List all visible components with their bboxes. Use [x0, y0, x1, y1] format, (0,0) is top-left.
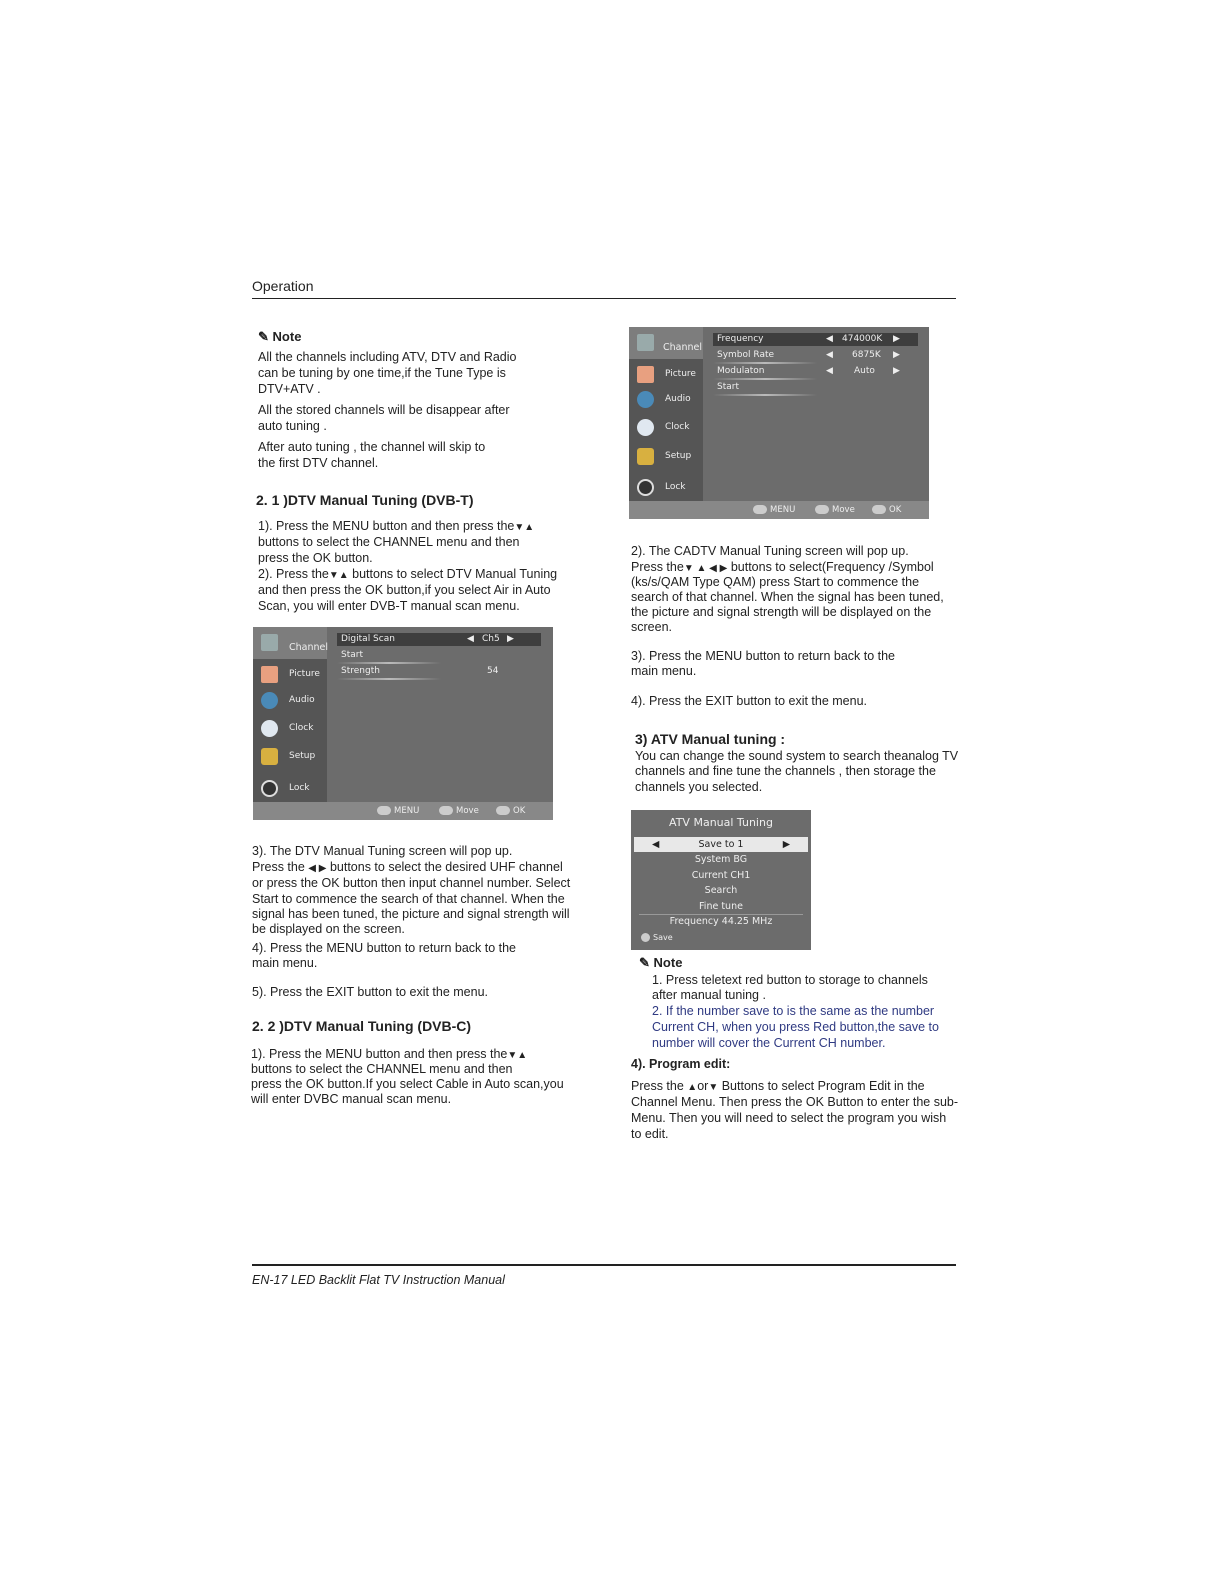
text-line: screen.: [631, 620, 672, 634]
dvbc-menu-screen: [629, 327, 929, 519]
right-arrow-icon: ▶: [782, 839, 790, 850]
section-title-atv: 3) ATV Manual tuning :: [635, 731, 786, 747]
note-line: All the stored channels will be disappear after: [258, 403, 510, 417]
right-arrow-icon: ▶: [893, 350, 900, 360]
pencil-icon: ✎: [639, 955, 650, 970]
sidebar-item-setup[interactable]: Setup: [257, 747, 327, 767]
note-line: number will cover the Current CH number.: [652, 1036, 886, 1050]
text-line: signal has been tuned, the picture and signal strength will: [252, 907, 570, 921]
note-line: Current CH, when you press Red button,the save to: [652, 1020, 939, 1034]
sidebar-item-channel[interactable]: Channel: [633, 333, 703, 353]
ok-icon: [872, 505, 886, 514]
text-line: Press the ◀ ▶ buttons to select the desired UHF channel: [252, 860, 563, 874]
text-line: You can change the sound system to search theanalog TV: [635, 749, 959, 763]
text-line: Menu. Then you will need to select the program you wish: [631, 1111, 947, 1125]
menu-row-digital-scan[interactable]: Digital Scan ◀ Ch5 ▶: [337, 633, 541, 646]
menu-hint: MENU: [377, 806, 419, 816]
text-line: main menu.: [252, 956, 318, 970]
note-heading: [258, 329, 301, 345]
atv-save-hint: Save: [641, 933, 673, 942]
channel-icon: [261, 634, 278, 651]
text-line: and then press the OK button,if you select Air in Auto: [258, 583, 551, 597]
text-line: 1). Press the MENU button and then press the▼▲: [258, 519, 535, 533]
left-arrow-icon: ◀: [652, 839, 660, 850]
atv-row-system[interactable]: System BG: [694, 854, 748, 865]
sidebar-item-audio[interactable]: Audio: [633, 390, 703, 410]
pencil-icon: ✎: [258, 329, 269, 344]
atv-row-search[interactable]: Search: [704, 885, 738, 896]
move-icon: [815, 505, 829, 514]
picture-icon: [637, 366, 654, 383]
left-arrow-icon: ◀: [826, 350, 833, 360]
menu-bottom-bar: [629, 501, 929, 519]
down-up-arrow-icon: ▼▲: [514, 522, 535, 533]
text-line: channels and fine tune the channels , then storage the: [635, 764, 936, 778]
right-arrow-icon: ▶: [893, 366, 900, 376]
text-line: buttons to select the CHANNEL menu and then: [258, 535, 520, 549]
section-title-dvbc: 2. 2 )DTV Manual Tuning (DVB-C): [252, 1018, 472, 1034]
speaker-icon: [261, 692, 278, 709]
down-up-arrow-icon: ▼▲: [328, 570, 349, 581]
text-line: 5). Press the EXIT button to exit the menu.: [252, 985, 489, 999]
channel-icon: [637, 334, 654, 351]
atv-row-frequency: Frequency 44.25 MHz: [669, 916, 773, 927]
atv-row-fine-tune[interactable]: Fine tune: [699, 901, 743, 912]
note-line: 1. Press teletext red button to storage to channels: [652, 973, 928, 987]
direction-arrows-icon: ▼ ▲ ◀ ▶: [683, 563, 728, 574]
note-line: can be tuning by one time,if the Tune Type is: [258, 366, 506, 380]
return-icon: [753, 505, 767, 514]
ok-icon: [496, 806, 510, 815]
text-line: 3). Press the MENU button to return back to the: [631, 649, 896, 663]
text-line: 4). Press the MENU button to return back to the: [252, 941, 517, 955]
note-heading: [639, 955, 682, 971]
note-line: after manual tuning .: [652, 988, 766, 1002]
star-icon: [637, 448, 654, 465]
down-up-arrow-icon: ▼▲: [507, 1050, 528, 1061]
clock-icon: [261, 720, 278, 737]
star-icon: [261, 748, 278, 765]
atv-menu-screen: [631, 810, 811, 950]
speaker-icon: [637, 391, 654, 408]
text-line: Channel Menu. Then press the OK Button to enter the sub-: [631, 1095, 959, 1109]
page-header: Operation: [252, 278, 314, 294]
section-title-program-edit: 4). Program edit:: [631, 1057, 731, 1071]
move-hint: Move: [439, 806, 479, 816]
note-title: Note: [272, 329, 302, 344]
text-line: Scan, you will enter DVB-T manual scan menu.: [258, 599, 520, 613]
text-line: or press the OK button then input channel number. Select: [252, 876, 571, 890]
menu-row-modulation[interactable]: Modulaton ◀ Auto ▶: [717, 366, 900, 376]
sidebar-item-clock[interactable]: Clock: [257, 719, 327, 739]
text-line: 2). Press the▼▲ buttons to select DTV Manual Tuning: [258, 567, 558, 581]
atv-row-current-ch[interactable]: Current CH1: [691, 870, 751, 881]
text-line: press the OK button.: [258, 551, 373, 565]
dvbt-menu-screen: [253, 627, 553, 820]
menu-row-strength: Strength 54: [341, 666, 499, 676]
sidebar-item-setup[interactable]: Setup: [633, 447, 703, 467]
text-line: press the OK button.If you select Cable in Auto scan,you: [251, 1077, 564, 1091]
sidebar-item-picture[interactable]: Picture: [633, 365, 703, 385]
text-line: channels you selected.: [635, 780, 763, 794]
sidebar-item-lock[interactable]: Lock: [257, 779, 327, 799]
left-arrow-icon: ◀: [826, 334, 833, 344]
text-line: Press the ▲or▼ Buttons to select Program Edit in the: [631, 1079, 925, 1093]
left-arrow-icon: ◀: [826, 366, 833, 376]
atv-menu-title: ATV Manual Tuning: [669, 816, 773, 829]
picture-icon: [261, 666, 278, 683]
text-line: search of that channel. When the signal has been tuned,: [631, 590, 944, 604]
note-line: All the channels including ATV, DTV and Radio: [258, 350, 517, 364]
sidebar-item-lock[interactable]: Lock: [633, 478, 703, 498]
clock-icon: [637, 419, 654, 436]
menu-row-symbol-rate[interactable]: Symbol Rate ◀ 6875K ▶: [717, 350, 900, 360]
down-arrow-icon: ▼: [708, 1082, 719, 1093]
note-line: After auto tuning , the channel will skip to: [258, 440, 486, 454]
save-icon: [641, 933, 650, 942]
right-arrow-icon: ▶: [507, 634, 514, 644]
section-title-dvbt: 2. 1 )DTV Manual Tuning (DVB-T): [256, 492, 474, 508]
text-line: 4). Press the EXIT button to exit the menu.: [631, 694, 868, 708]
text-line: 3). The DTV Manual Tuning screen will pop up.: [252, 844, 513, 858]
menu-hint: MENU: [753, 505, 795, 515]
text-line: 2). The CADTV Manual Tuning screen will pop up.: [631, 544, 909, 558]
atv-row-save-to[interactable]: ◀ Save to 1 ▶: [634, 837, 808, 852]
lock-icon: [637, 479, 654, 496]
menu-row-frequency[interactable]: Frequency ◀ 474000K ▶: [713, 333, 918, 346]
header-rule: [252, 298, 956, 299]
sidebar-item-channel[interactable]: Channel: [257, 633, 327, 653]
menu-row-start[interactable]: Start: [341, 650, 363, 660]
move-hint: Move: [815, 505, 855, 515]
text-line: 1). Press the MENU button and then press the▼▲: [251, 1047, 528, 1061]
page-footer: EN-17 LED Backlit Flat TV Instruction Manual: [252, 1273, 505, 1287]
note-title: Note: [653, 955, 683, 970]
sidebar-item-clock[interactable]: Clock: [633, 418, 703, 438]
text-line: (ks/s/QAM Type QAM) press Start to commence the: [631, 575, 920, 589]
text-line: will enter DVBC manual scan menu.: [251, 1092, 452, 1106]
text-line: Press the▼ ▲ ◀ ▶ buttons to select(Frequency /Symbol: [631, 560, 934, 574]
note-line: the first DTV channel.: [258, 456, 379, 470]
note-line: DTV+ATV .: [258, 382, 321, 396]
text-line: buttons to select the CHANNEL menu and then: [251, 1062, 513, 1076]
text-line: be displayed on the screen.: [252, 922, 405, 936]
text-line: to edit.: [631, 1127, 669, 1141]
text-line: the picture and signal strength will be displayed on the: [631, 605, 932, 619]
note-line: 2. If the number save to is the same as the number: [652, 1004, 935, 1018]
ok-hint: OK: [496, 806, 525, 816]
menu-bottom-bar: [253, 802, 553, 820]
sidebar-item-picture[interactable]: Picture: [257, 665, 327, 685]
lock-icon: [261, 780, 278, 797]
footer-rule: [252, 1264, 956, 1266]
left-arrow-icon: ◀: [467, 634, 474, 644]
note-line: auto tuning .: [258, 419, 327, 433]
return-icon: [377, 806, 391, 815]
up-arrow-icon: ▲: [687, 1082, 698, 1093]
sidebar-item-audio[interactable]: Audio: [257, 691, 327, 711]
move-icon: [439, 806, 453, 815]
right-arrow-icon: ▶: [893, 334, 900, 344]
ok-hint: OK: [872, 505, 901, 515]
text-line: main menu.: [631, 664, 697, 678]
menu-row-start[interactable]: Start: [717, 382, 739, 392]
left-right-arrow-icon: ◀ ▶: [308, 863, 327, 874]
text-line: Start to commence the search of that channel. When the: [252, 892, 565, 906]
